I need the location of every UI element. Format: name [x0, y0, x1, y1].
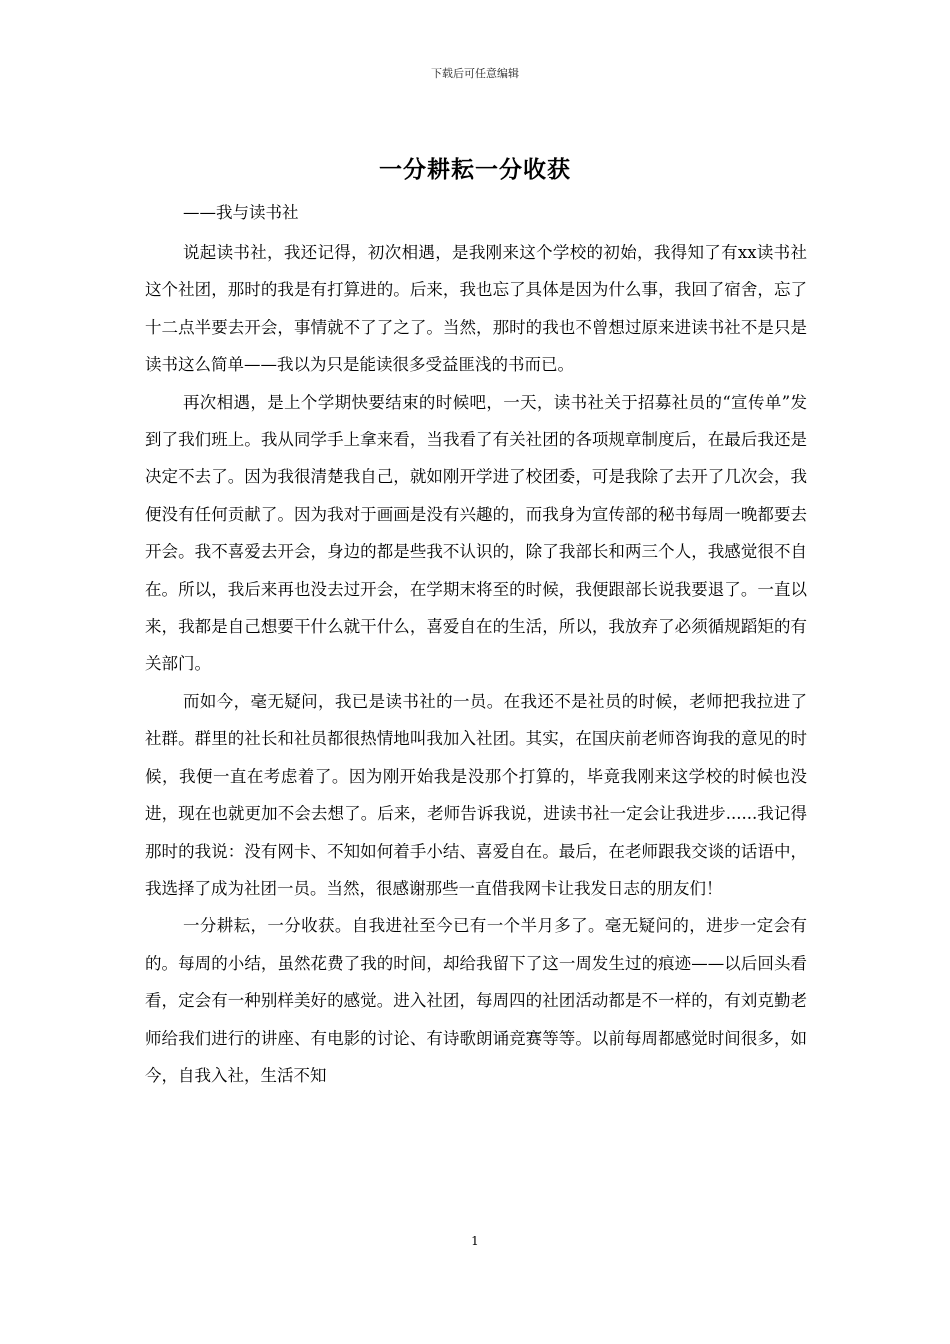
page-header: 下载后可任意编辑	[431, 67, 519, 80]
document-subtitle: ——我与读书社	[183, 203, 299, 222]
document-body	[145, 234, 807, 1094]
paragraph: 而如今，毫无疑问，我已是读书社的一员。在我还不是社员的时候，老师把我拉进了社群。群里的社长和社员都很热情地叫我加入社团。其实，在国庆前老师咨询我的意见的时候，我便一直在考虑着了。因为刚开始我是没那个打算的，毕竟我刚来这学校的时候也没进，现在也就更加不会去想了。后来，老师告诉我说，进读书社一定会让我进步......我记得那时的我说：没有网卡、不知如何着手小结、喜爱自在。最后，在老师跟我交谈的话语中，我选择了成为社团一员。当然，很感谢那些一直借我网卡让我发日志的朋友们！	[145, 691, 807, 898]
paragraph: 再次相遇，是上个学期快要结束的时候吧，一天，读书社关于招募社员的“宣传单”发到了我们班上。我从同学手上拿来看，当我看了有关社团的各项规章制度后，在最后我还是决定不去了。因为我很清楚我自己，就如刚开学进了校团委，可是我除了去开了几次会，我便没有任何贡献了。因为我对于画画是没有兴趣的，而我身为宣传部的秘书每周一晚都要去开会。我不喜爱去开会，身边的都是些我不认识的，除了我部长和两三个人，我感觉很不自在。所以，我后来再也没去过开会，在学期末将至的时候，我便跟部长说我要退了。一直以来，我都是自己想要干什么就干什么，喜爱自在的生活，所以，我放弃了必须循规蹈矩的有关部门。	[145, 392, 807, 674]
paragraph: 一分耕耘，一分收获。自我进社至今已有一个半月多了。毫无疑问的，进步一定会有的。每周的小结，虽然花费了我的时间，却给我留下了这一周发生过的痕迹——以后回头看看，定会有一种别样美好的感觉。进入社团，每周四的社团活动都是不一样的，有刘克勤老师给我们进行的讲座、有电影的讨论、有诗歌朗诵竞赛等等。以前每周都感觉时间很多，如今，自我入社，生活不知	[145, 916, 807, 1085]
document-title: 一分耕耘一分收获	[379, 156, 571, 183]
page-number: 1	[471, 1234, 479, 1248]
paragraph: 说起读书社，我还记得，初次相遇，是我刚来这个学校的初始，我得知了有xx读书社这个社团，那时的我是有打算进的。后来，我也忘了具体是因为什么事，我回了宿舍，忘了十二点半要去开会，事情就不了了之了。当然，那时的我也不曾想过原来进读书社不是只是读书这么简单——我以为只是能读很多受益匪浅的书而已。	[145, 243, 807, 375]
